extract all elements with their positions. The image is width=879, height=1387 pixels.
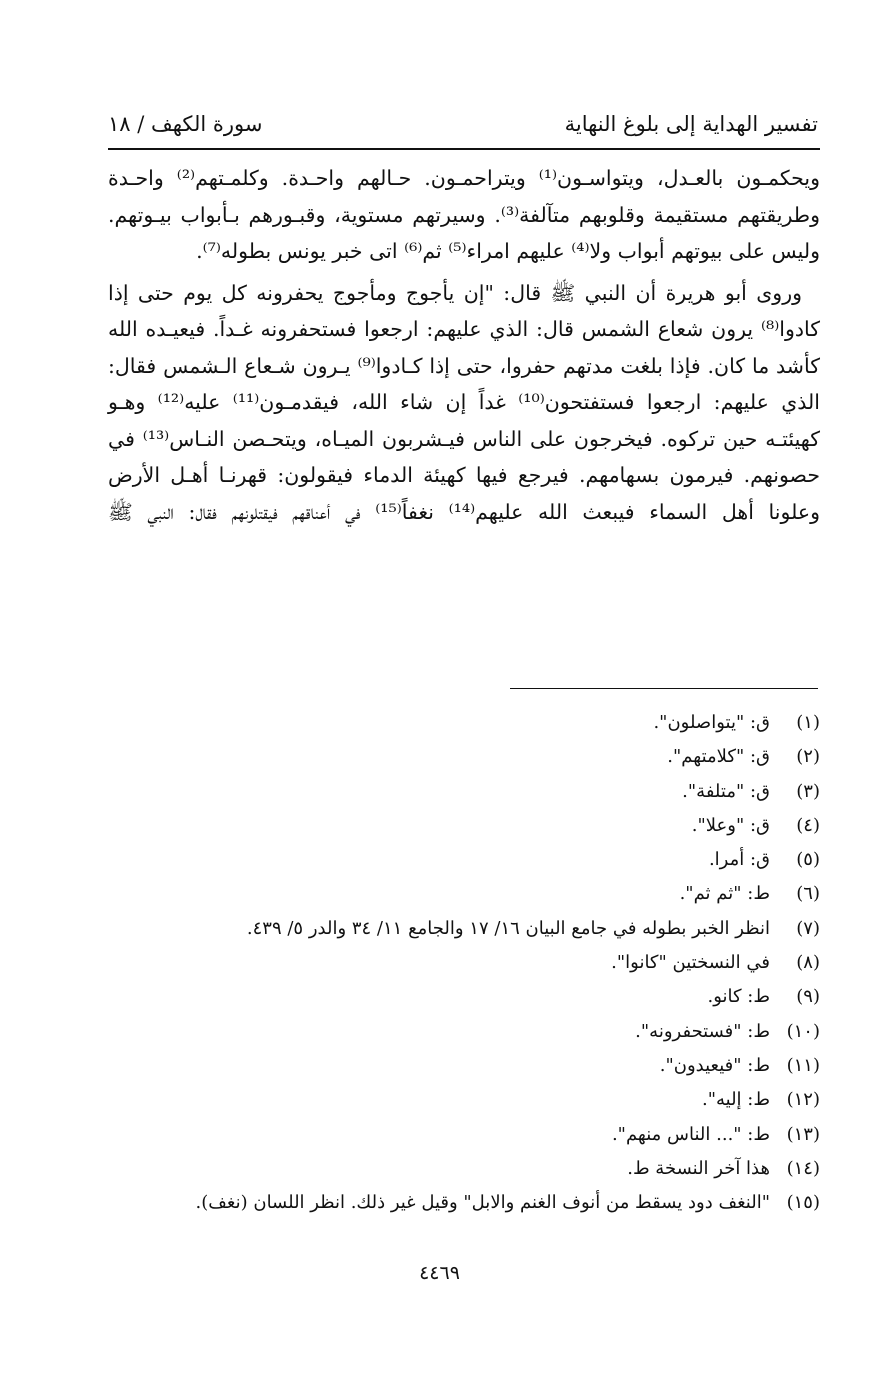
footnote xyxy=(108,777,820,811)
footnote-number: (٥) xyxy=(796,849,820,871)
footnote-text: ق: أمرا. xyxy=(708,849,770,871)
footnote-divider xyxy=(510,688,818,689)
footnote-number: (٦) xyxy=(796,883,820,905)
book-title: تفسير الهداية إلى بلوغ النهاية xyxy=(564,112,818,136)
footnote-number: (١٥) xyxy=(786,1192,820,1214)
footnote-number: (١٠) xyxy=(786,1020,820,1042)
footnotes-list xyxy=(108,708,820,1222)
paragraph-2: وروى أبو هريرة أن النبي ﷺ قال: "إن يأجوج ومأجوج يحفرونه كل يوم حتى إذا كادوا⁽⁸⁾ يرون شعاع الشمس قال: الذي عليهم: ارجعوا فستحفرونه غـداً. فيعيـده الله كأشد ما كان. فإذا بلغت مدتهم حفروا، حتى إذا كـادوا⁽⁹⁾ يـرون شـعاع الـشمس فقال: الذي عليهم: ارجعوا فستفتحون⁽¹⁰⁾ غداً إن شاء الله، فيقدمـون⁽¹¹⁾ عليه⁽¹²⁾ وهـو كهيئتـه حين تركوه. فيخرجون على الناس فيـشربون الميـاه، ويتحـصن النـاس⁽¹³⁾ في حصونهم. فيرمون بسهامهم. فيرجع فيها كهيئة الدماء فيقولون: قهرنـا أهـل الأرض وعلونا أهل السماء فيبعث الله عليهم⁽¹⁴⁾ نغفاً⁽¹⁵⁾ في أعناقهم فيقتلونهم فقال: النبي ﷺ xyxy=(108,280,821,524)
footnote-number: (١) xyxy=(796,712,820,733)
footnote-text: في النسختين "كانوا". xyxy=(611,952,770,974)
footnote-text: ق: "كلامتهم". xyxy=(667,746,770,768)
footnote-number: (٩) xyxy=(796,986,820,1008)
running-header xyxy=(108,104,818,144)
footnote-text: ط: كانو. xyxy=(707,986,770,1008)
footnote xyxy=(108,811,820,845)
main-text xyxy=(108,160,820,530)
footnote xyxy=(108,914,820,948)
footnote-text: ط: إليه". xyxy=(701,1089,770,1111)
surah-reference: سورة الكهف / ١٨ xyxy=(108,112,263,136)
footnote xyxy=(108,1188,820,1222)
footnote-text: انظر الخبر بطوله في جامع البيان ١٦/ ١٧ والجامع ١١/ ٣٤ والدر ٥/ ٤٣٩. xyxy=(246,917,770,939)
footnote-number: (٢) xyxy=(796,746,820,768)
page-number: ٤٤٦٩ xyxy=(419,1262,460,1284)
header-divider xyxy=(108,148,820,150)
footnote-number: (٧) xyxy=(796,917,820,939)
footnote xyxy=(108,742,820,776)
footnote-text: ط: "... الناس منهم". xyxy=(611,1123,770,1145)
footnote xyxy=(108,1154,820,1188)
footnote xyxy=(108,1017,820,1051)
footnote xyxy=(108,845,820,879)
footnote-number: (١٤) xyxy=(786,1157,820,1179)
footnote xyxy=(108,1120,820,1154)
footnote-number: (٤) xyxy=(796,814,820,836)
footnote xyxy=(108,1085,820,1119)
footnote-text: ق: "وعلا". xyxy=(691,814,770,836)
footnote xyxy=(108,982,820,1016)
footnote-text: "النغف دود يسقط من أنوف الغنم والابل" وقيل غير ذلك. انظر اللسان (نغف). xyxy=(195,1192,770,1214)
footnote-text: ق: "يتواصلون". xyxy=(653,712,770,733)
footnote-text: ط: "فيعيدون". xyxy=(659,1054,770,1076)
footnote-text: هذا آخر النسخة ط. xyxy=(627,1157,770,1179)
footnote-number: (٣) xyxy=(796,780,820,802)
footnote-text: ط: "فستحفرونه". xyxy=(635,1020,770,1042)
footnote xyxy=(108,1051,820,1085)
footnote-number: (١٣) xyxy=(786,1123,820,1145)
footnote-number: (١١) xyxy=(786,1054,820,1076)
footnote xyxy=(108,948,820,982)
paragraph-1: ويحكمـون بالعـدل، ويتواسـون⁽¹⁾ ويتراحمـون. حـالهم واحـدة. وكلمـتهم⁽²⁾ واحـدة وطريقتهم مستقيمة وقلوبهم متآلفة⁽³⁾. وسيرتهم مستوية، وقبـورهم بـأبواب بيـوتهم. وليس على بيوتهم أبواب ولا⁽⁴⁾ عليهم امراء⁽⁵⁾ ثم⁽⁶⁾ اتى خبر يونس بطوله⁽⁷⁾. xyxy=(108,166,821,263)
footnote xyxy=(108,708,820,742)
footnote-number: (٨) xyxy=(796,952,820,974)
footnote-text: ط: "ثم ثم". xyxy=(679,883,770,905)
footnote-text: ق: "متلفة". xyxy=(682,780,770,802)
footnote xyxy=(108,879,820,913)
footnote-number: (١٢) xyxy=(786,1089,820,1111)
